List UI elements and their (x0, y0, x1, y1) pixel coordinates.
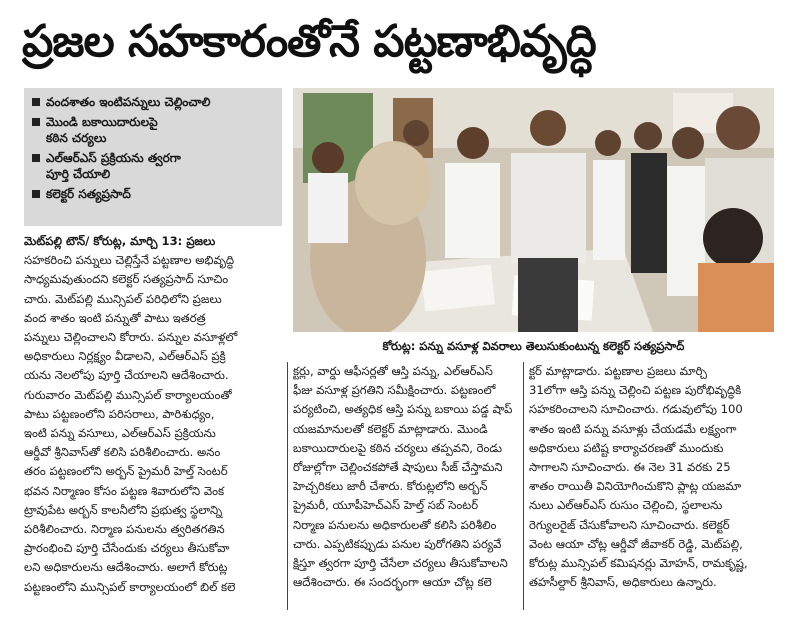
article-line: సహకరించి పన్నులు చెల్లిస్తేనే పట్టణాల అభివృద్ధి (24, 253, 235, 268)
article-line: నిర్మాణ పనులను అధికారులతో కలిసి పరిశీలిం (293, 517, 497, 532)
article-line: ప్రైమరీ, యూపీహెచ్‌ఎస్‌ హెల్త్‌ సబ్‌ సెంటర్‌ (293, 498, 479, 513)
article-line: పరిశీలించారు. నిర్మాణ పనులను త్వరితగతిన (24, 522, 225, 537)
article-line: వంద శాతం ఇంటి పన్నుతో పాటు ఇతరత్ర (24, 310, 206, 325)
highlight-text: వందశాతం ఇంటిపన్నులు చెల్లించాలి (46, 95, 211, 109)
article-line: వెంట ఆయా చోట్ల ఆర్డీవో జీవాకర్‌ రెడ్డి, మెట్‌పల్లి, (529, 536, 743, 551)
photo-caption: కోరుట్ల: పన్ను వసూళ్ల వివరాలు తెలుసుకుంటున్న కలెక్టర్‌ సత్యప్రసాద్‌ (382, 339, 685, 353)
highlight-item (32, 150, 276, 182)
news-photo-illustration (293, 88, 774, 332)
article-line: రోజుల్లోగా చెల్లించకపోతే షాపులు సీజ్‌ చేస్తామని (293, 460, 503, 475)
article-line: ట్రావుపేట అర్బన్‌ కాలనీలోని ప్రభుత్వ స్థలాన్ని (24, 502, 223, 517)
article-line: మెట్‌పల్లి టౌన్‌/ కోరుట్ల, మార్చి 13: ప్రజలు (24, 234, 216, 248)
article-line: యజమానులతో కలెక్టర్‌ మాట్లాడారు. మొండి (293, 421, 488, 436)
article-column-1 (24, 232, 282, 612)
highlights-box (24, 88, 282, 226)
article-line: భవన నిర్మాణం కోసం పట్టణ శివారులోని వెంక (24, 483, 225, 498)
highlight-text: కలెక్టర్‌ సత్యప్రసాద్‌ (46, 187, 131, 201)
article-line: తరం పట్టణంలోని అర్బన్‌ ప్రైమరీ హెల్త్‌ సెంటర్‌ (24, 464, 228, 479)
article-line: హెచ్చరికలు జారీ చేశారు. కోరుట్లలోని అర్బన్‌ (293, 479, 488, 494)
article-line: ఇంటి పన్ను వసూలు, ఎల్‌ఆర్‌ఎస్‌ ప్రక్రియను (24, 426, 216, 441)
column-divider (287, 362, 288, 610)
article-line: క్షిస్తూ త్వరగా పూర్తి చేసేలా చర్యలు తీసుకోవాలని (293, 556, 508, 571)
article-column-2 (293, 362, 519, 612)
article-line: యను నెలలోపు పూర్తి చేయాలని ఆదేశించారు. (24, 368, 229, 383)
square-bullet-icon (32, 98, 40, 106)
article-line: పట్టణంలోని మున్సిపల్‌ కార్యాలయంలో బిల్‌ కలె (24, 579, 236, 594)
column-divider (523, 362, 524, 610)
highlight-text: మొండి బకాయిదారులపై కఠిన చర్యలు (46, 115, 158, 145)
article-line: బకాయిదారులపై కఠిన చర్యలు తప్పవని, రెండు (293, 440, 502, 455)
article-line: ఆదేశించారు. ఈ సందర్భంగా ఆయా చోట్ల కలె (293, 575, 492, 590)
article-line: సాగాలని సూచించారు. ఈ నెల 31 వరకు 25 (529, 460, 731, 475)
article-line: సాధ్యమవుతుందని కలెక్టర్‌ సత్యప్రసాద్‌ సూచిం (24, 272, 229, 287)
article-line: అధికారులు పటిష్ట కార్యాచరణతో ముందుకు (529, 440, 724, 455)
article-line: తహసీల్దార్‌ శ్రీనివాస్‌, అధికారులు ఉన్నారు. (529, 575, 717, 590)
article-line: రెగ్యులరైజ్‌ చేసుకోవాలని సూచించారు. కలెక్టర్‌ (529, 517, 730, 532)
highlight-item (32, 186, 276, 202)
article-line: పన్నులు చెల్లించాలని కోరారు. పన్నుల వసూళ్లలో (24, 330, 238, 345)
article-line: అధికారులు నిర్లక్ష్యం వీడాలని, ఎల్‌ఆర్‌ఎస్‌ ప్రక్రి (24, 349, 226, 364)
highlight-item (32, 94, 276, 110)
article-line: 31లోగా ఆస్తి పన్ను చెల్లించి పట్టణ పురోభివృద్ధికి (529, 383, 742, 398)
article-line: క్టర్‌ మాట్లాడారు. పట్టణాల ప్రజలు మార్చి (529, 364, 707, 378)
article-line: లని అధికారులను ఆదేశించారు. అలాగే కోరుట్ల (24, 560, 228, 575)
article-line: గురువారం మెట్‌పల్లి మున్సిపల్‌ కార్యాలయంతో (24, 387, 232, 402)
article-line: చారు. ఎప్పటికప్పుడు పనుల పురోగతిని పర్యవే (293, 536, 502, 551)
news-photo (293, 88, 774, 332)
article-line: పర్యటించి, అత్యధిక ఆస్తి పన్ను బకాయి పడ్డ షాప్‌ (293, 402, 513, 417)
article-line: పాటు పట్టణంలోని పరిసరాలు, పారిశుధ్యం, (24, 406, 215, 421)
article-line: ఆర్డీవో శ్రీనివాస్‌తో కలిసి పరిశీలించారు. అనం (24, 445, 221, 460)
square-bullet-icon (32, 154, 40, 162)
article-line: ఫీజు వసూళ్ల ప్రగతిని సమీక్షించారు. పట్టణంలో (293, 383, 496, 398)
article-line: క్టర్లు, వార్డు ఆఫీసర్లతో ఆస్తి పన్ను, ఎల్‌ఆర్‌ఎస్‌ (293, 364, 493, 378)
article-line: శాతం ఇంటి పన్ను వసూళ్లు చేయడమే లక్ష్యంగా (529, 421, 737, 436)
article-line: శాతం రాయితీ వినియోగించుకొని ప్లాట్ల యజమా (529, 479, 742, 494)
square-bullet-icon (32, 118, 40, 126)
article-line: కోరుట్ల మున్సిపల్‌ కమిషనర్లు మోహన్‌, రామకృష్ణ, (529, 556, 748, 571)
article-column-3 (529, 362, 774, 612)
article-line: నులు ఎల్‌ఆర్‌ఎస్‌ రుసుం చెల్లించి, స్థలాలను (529, 498, 723, 513)
article-line: సహకరించాలని సూచించారు. గడువులోపు 100 (529, 402, 743, 417)
highlight-item (32, 114, 276, 146)
headline: ప్రజల సహకారంతోనే పట్టణాభివృద్ధి (22, 16, 596, 67)
square-bullet-icon (32, 190, 40, 198)
article-line: ప్రారంభించి పూర్తి చేసేందుకు చర్యలు తీసుకోవా (24, 541, 230, 556)
highlight-text: ఎల్‌ఆర్‌ఎస్‌ ప్రక్రియను త్వరగా పూర్తి చేయాలి (46, 151, 181, 181)
article-line: చారు. మెట్‌పల్లి మున్సిపల్‌ పరిధిలోని ప్రజలు (24, 291, 222, 306)
